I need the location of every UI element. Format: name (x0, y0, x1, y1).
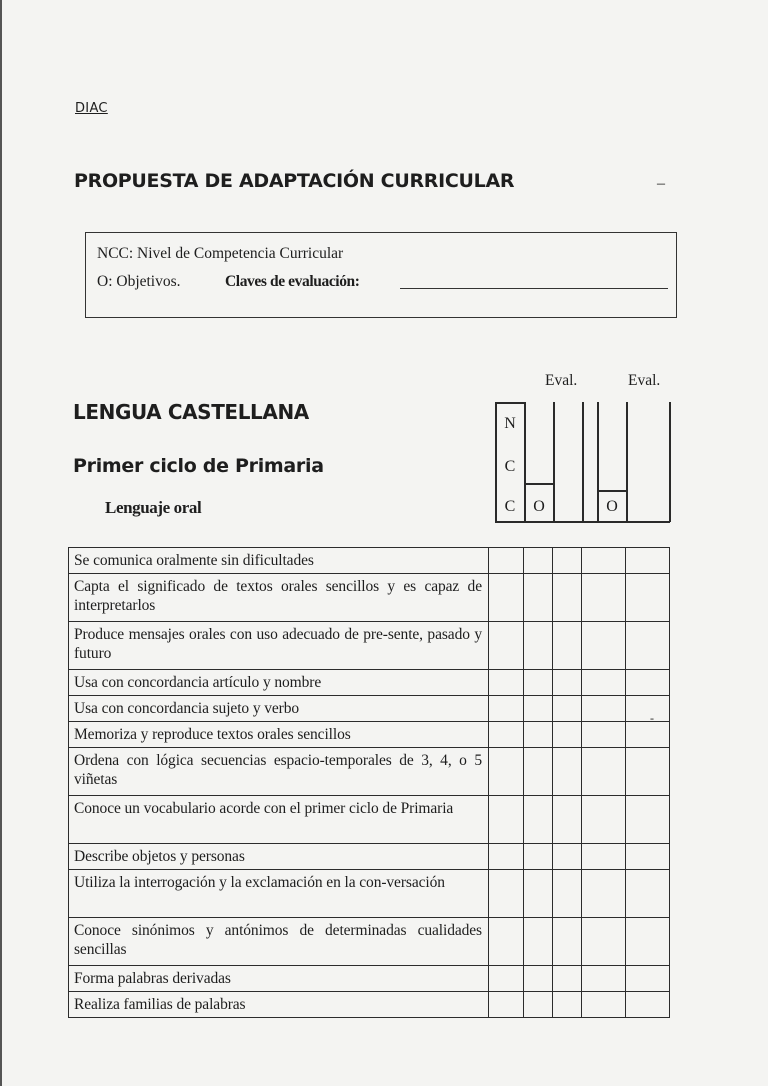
evaluation-cell[interactable] (524, 722, 553, 748)
criterion-text: Conoce sinónimos y antónimos de determinadas cualidades sencillas (69, 918, 489, 966)
evaluation-cell[interactable] (582, 966, 626, 992)
evaluation-cell[interactable] (553, 918, 582, 966)
subject-heading: LENGUA CASTELLANA (73, 400, 309, 424)
evaluation-cell[interactable] (524, 696, 553, 722)
evaluation-cell[interactable] (626, 670, 670, 696)
evaluation-cell[interactable] (553, 622, 582, 670)
evaluation-cell[interactable] (489, 548, 524, 574)
evaluation-cell[interactable] (626, 722, 670, 748)
evaluation-cell[interactable] (489, 844, 524, 870)
evaluation-cell[interactable] (626, 696, 670, 722)
table-row (69, 548, 670, 574)
evaluation-cell[interactable] (582, 622, 626, 670)
criterion-text: Usa con concordancia sujeto y verbo (69, 696, 489, 722)
header-o2: O (606, 498, 618, 515)
table-row (69, 574, 670, 622)
cycle-heading: Primer ciclo de Primaria (73, 455, 324, 477)
evaluation-cell[interactable] (489, 574, 524, 622)
criterion-text: Utiliza la interrogación y la exclamación en la con-versación (69, 870, 489, 918)
evaluation-cell[interactable] (626, 622, 670, 670)
evaluation-cell[interactable] (524, 622, 553, 670)
evaluation-cell[interactable] (524, 966, 553, 992)
criterion-text: Forma palabras derivadas (69, 966, 489, 992)
margin-mark: – (657, 175, 665, 192)
table-row (69, 722, 670, 748)
section-heading: Lenguaje oral (105, 498, 202, 517)
evaluation-cell[interactable] (626, 796, 670, 844)
evaluation-cell[interactable] (553, 548, 582, 574)
evaluation-cell[interactable] (626, 844, 670, 870)
evaluation-cell[interactable] (524, 748, 553, 796)
evaluation-cell[interactable] (626, 918, 670, 966)
evaluation-cell[interactable] (553, 796, 582, 844)
evaluation-cell[interactable] (524, 844, 553, 870)
evaluation-cell[interactable] (626, 548, 670, 574)
criterion-text: Se comunica oralmente sin dificultades (69, 548, 489, 574)
evaluation-cell[interactable] (524, 574, 553, 622)
criterion-text: Ordena con lógica secuencias espacio-temporales de 3, 4, o 5 viñetas (69, 748, 489, 796)
evaluation-cell[interactable] (553, 992, 582, 1018)
evaluation-cell[interactable] (582, 722, 626, 748)
evaluation-cell[interactable] (489, 748, 524, 796)
evaluation-cell[interactable] (582, 574, 626, 622)
header-n: N (504, 415, 516, 432)
page-edge (0, 0, 2, 1086)
table-row (69, 992, 670, 1018)
evaluation-cell[interactable] (553, 696, 582, 722)
header-c2: C (504, 498, 516, 515)
page-title: PROPUESTA DE ADAPTACIÓN CURRICULAR (74, 170, 515, 192)
evaluation-cell[interactable] (489, 966, 524, 992)
ncc-legend: NCC: Nivel de Competencia Curricular (97, 245, 344, 262)
evaluation-cell[interactable] (524, 992, 553, 1018)
evaluation-cell[interactable] (489, 722, 524, 748)
criterion-text: Memoriza y reproduce textos orales sencillos (69, 722, 489, 748)
criterion-text: Capta el significado de textos orales sencillos y es capaz de interpretarlos (69, 574, 489, 622)
objectives-legend: O: Objetivos. (97, 273, 181, 290)
evaluation-cell[interactable] (582, 696, 626, 722)
evaluation-key-box (85, 232, 677, 318)
table-row (69, 966, 670, 992)
evaluation-cell[interactable] (524, 796, 553, 844)
table-row (69, 796, 670, 844)
evaluation-cell[interactable] (582, 918, 626, 966)
evaluation-cell[interactable] (553, 870, 582, 918)
evaluation-cell[interactable] (626, 992, 670, 1018)
table-row (69, 670, 670, 696)
evaluation-cell[interactable] (489, 670, 524, 696)
evaluation-cell[interactable] (626, 966, 670, 992)
evaluation-keys-field[interactable] (400, 288, 668, 289)
evaluation-cell[interactable] (524, 670, 553, 696)
eval-label-2: Eval. (628, 372, 661, 389)
evaluation-cell[interactable] (489, 796, 524, 844)
criterion-text: Produce mensajes orales con uso adecuado de pre-sente, pasado y futuro (69, 622, 489, 670)
evaluation-cell[interactable] (524, 548, 553, 574)
evaluation-cell[interactable] (582, 748, 626, 796)
criterion-text: Realiza familias de palabras (69, 992, 489, 1018)
evaluation-cell[interactable] (489, 918, 524, 966)
header-o1: O (533, 498, 545, 515)
evaluation-cell[interactable] (626, 870, 670, 918)
evaluation-cell[interactable] (582, 870, 626, 918)
document-code: DIAC (75, 101, 108, 116)
header-c1: C (504, 458, 516, 475)
evaluation-cell[interactable] (489, 992, 524, 1018)
evaluation-cell[interactable] (582, 548, 626, 574)
table-row (69, 844, 670, 870)
evaluation-cell[interactable] (626, 574, 670, 622)
evaluation-table (68, 547, 670, 1018)
evaluation-cell[interactable] (553, 670, 582, 696)
evaluation-cell[interactable] (582, 844, 626, 870)
evaluation-cell[interactable] (489, 622, 524, 670)
evaluation-cell[interactable] (553, 722, 582, 748)
table-row (69, 918, 670, 966)
stray-mark: - (650, 711, 654, 725)
evaluation-cell[interactable] (626, 748, 670, 796)
evaluation-cell[interactable] (524, 870, 553, 918)
evaluation-cell[interactable] (524, 918, 553, 966)
eval-label-1: Eval. (545, 372, 578, 389)
evaluation-cell[interactable] (553, 844, 582, 870)
criterion-text: Describe objetos y personas (69, 844, 489, 870)
table-row (69, 748, 670, 796)
table-row (69, 870, 670, 918)
criterion-text: Conoce un vocabulario acorde con el primer ciclo de Primaria (69, 796, 489, 844)
evaluation-cell[interactable] (553, 748, 582, 796)
criterion-text: Usa con concordancia artículo y nombre (69, 670, 489, 696)
evaluation-cell[interactable] (489, 696, 524, 722)
table-row (69, 696, 670, 722)
evaluation-cell[interactable] (582, 992, 626, 1018)
evaluation-cell[interactable] (582, 670, 626, 696)
evaluation-cell[interactable] (489, 870, 524, 918)
evaluation-keys-label: Claves de evaluación: (225, 273, 360, 290)
evaluation-cell[interactable] (582, 796, 626, 844)
evaluation-cell[interactable] (553, 574, 582, 622)
evaluation-cell[interactable] (553, 966, 582, 992)
table-row (69, 622, 670, 670)
